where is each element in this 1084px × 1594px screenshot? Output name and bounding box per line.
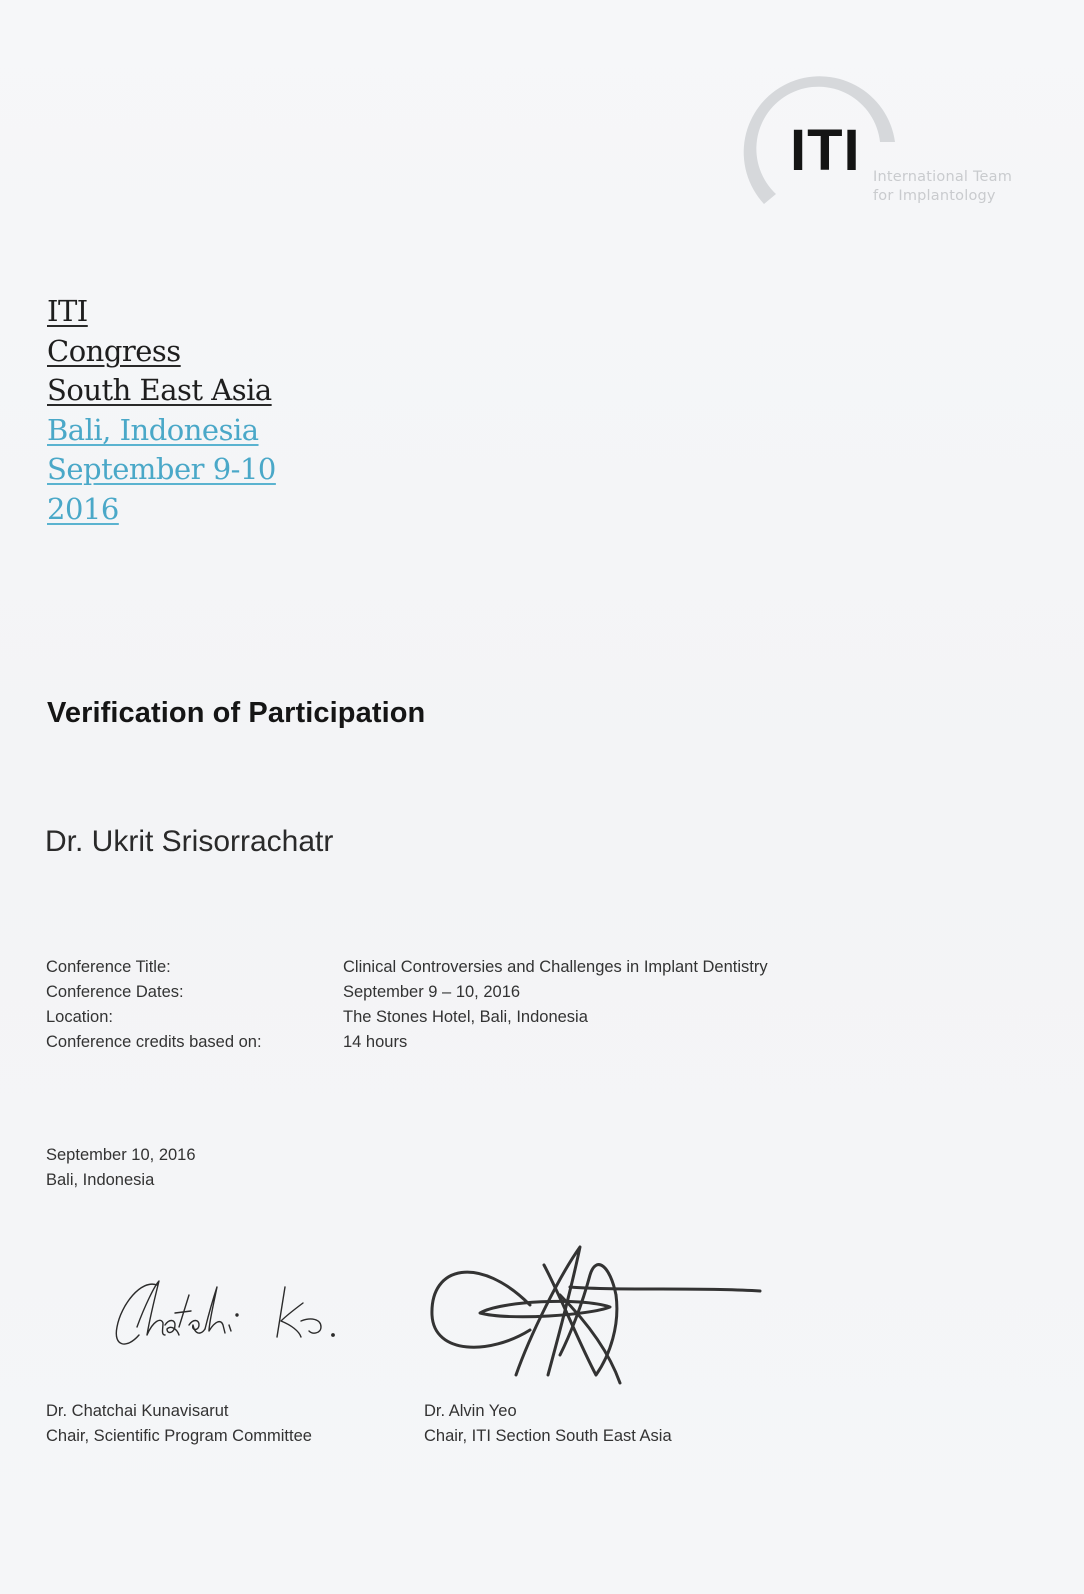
recipient-name: Dr. Ukrit Srisorrachatr — [45, 825, 334, 858]
detail-row-title — [46, 955, 768, 980]
detail-label: Conference Title: — [46, 958, 171, 976]
signatory-role: Chair, Scientific Program Committee — [46, 1427, 312, 1445]
detail-value: September 9 – 10, 2016 — [343, 983, 521, 1001]
document-title: Verification of Participation — [47, 697, 426, 729]
congress-heading — [47, 292, 276, 529]
detail-value: Clinical Controversies and Challenges in Implant Dentistry — [343, 958, 768, 976]
signatory-1 — [46, 1399, 312, 1449]
signatory-name: Dr. Chatchai Kunavisarut — [46, 1402, 229, 1420]
logo-tagline — [873, 168, 1012, 206]
signature-chatchai-icon — [105, 1265, 395, 1365]
logo-tagline-line2: for Implantology — [873, 188, 996, 204]
logo-tagline-line1: International Team — [873, 169, 1013, 185]
signatory-2 — [424, 1399, 672, 1449]
detail-row-location — [46, 1005, 768, 1030]
detail-label: Conference credits based on: — [46, 1033, 262, 1051]
signature-alvin-icon — [420, 1235, 780, 1395]
congress-link-year[interactable]: 2016 — [47, 491, 119, 526]
detail-row-credits — [46, 1030, 768, 1055]
detail-row-dates — [46, 980, 768, 1005]
congress-line-congress: Congress — [47, 333, 181, 368]
detail-label: Location: — [46, 1008, 113, 1026]
signatory-name: Dr. Alvin Yeo — [424, 1402, 517, 1420]
issue-info — [46, 1143, 196, 1193]
congress-line-region: South East Asia — [47, 373, 272, 407]
issue-date: September 10, 2016 — [46, 1146, 196, 1164]
issue-place: Bali, Indonesia — [46, 1171, 155, 1189]
congress-link-location[interactable]: Bali, Indonesia — [47, 412, 259, 447]
logo-mark: ITI — [790, 118, 861, 183]
detail-label: Conference Dates: — [46, 983, 184, 1001]
congress-link-dates[interactable]: September 9-10 — [47, 452, 276, 486]
detail-value: 14 hours — [343, 1033, 408, 1051]
iti-logo — [740, 64, 1050, 224]
detail-value: The Stones Hotel, Bali, Indonesia — [343, 1008, 588, 1026]
congress-line-iti: ITI — [47, 294, 88, 328]
conference-details — [46, 955, 768, 1055]
signatory-role: Chair, ITI Section South East Asia — [424, 1427, 672, 1445]
